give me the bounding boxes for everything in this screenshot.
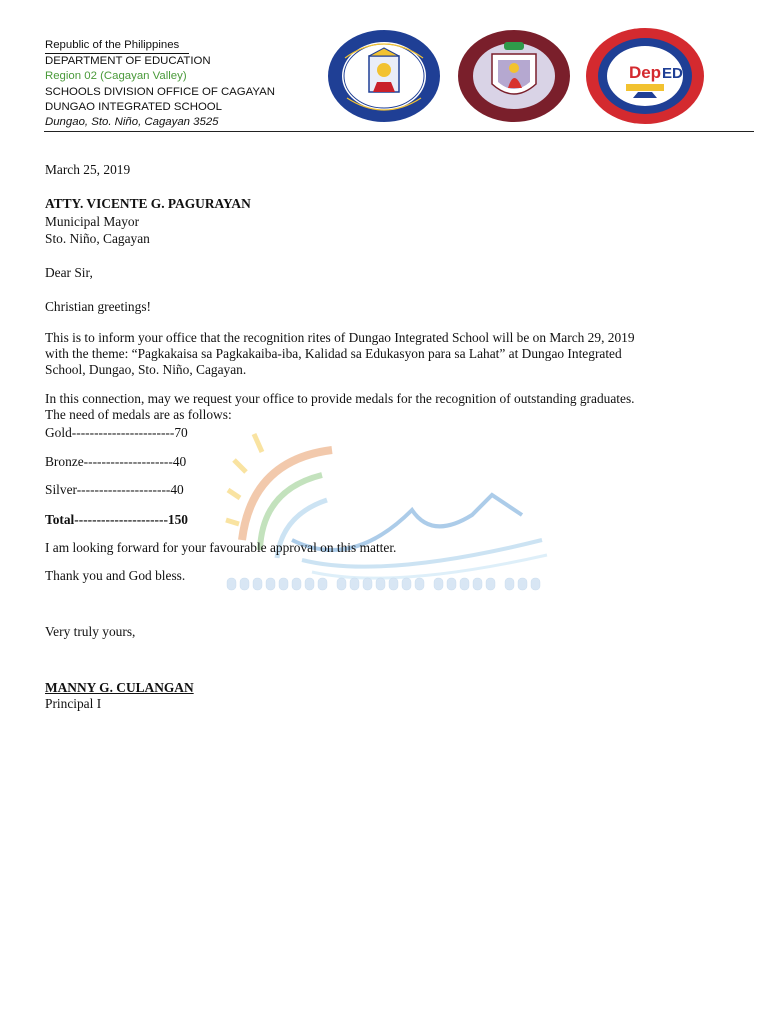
paragraph-2-line-1: In this connection, may we request your office to provide medals for the recognition of outstanding graduates. (45, 391, 635, 406)
letterhead-republic: Republic of the Philippines (45, 38, 189, 54)
division-seal-logo (456, 28, 572, 124)
medal-silver: Silver---------------------40 (45, 482, 184, 497)
letter-date: March 25, 2019 (45, 162, 131, 177)
letterhead-division: SCHOOLS DIVISION OFFICE OF CAGAYAN (45, 85, 275, 98)
medal-total: Total---------------------150 (45, 512, 189, 527)
signatory-name: MANNY G. CULANGAN (45, 680, 194, 695)
recipient-name: ATTY. VICENTE G. PAGURAYAN (45, 196, 251, 211)
letterhead-address: Dungao, Sto. Niño, Cagayan 3525 (45, 116, 219, 129)
recipient-address: Sto. Niño, Cagayan (45, 231, 150, 246)
signatory-title: Principal I (45, 696, 102, 711)
thanks-line: Thank you and God bless. (45, 568, 186, 583)
paragraph-2-line-2: The need of medals are as follows: (45, 407, 232, 422)
closing-paragraph: I am looking forward for your favourable approval on this matter. (45, 540, 397, 555)
letterhead-school: DUNGAO INTEGRATED SCHOOL (45, 100, 222, 113)
letterhead-department: DEPARTMENT OF EDUCATION (45, 55, 211, 68)
svg-text:ED: ED (662, 65, 683, 82)
greeting: Christian greetings! (45, 299, 151, 314)
letterhead (45, 38, 275, 130)
medal-gold: Gold-----------------------70 (45, 425, 188, 440)
paragraph-1-line-1: This is to inform your office that the recognition rites of Dungao Integrated School will be on March 29, 2019 (45, 330, 635, 345)
recipient-title: Municipal Mayor (45, 214, 140, 229)
deped-seal-logo (325, 28, 443, 124)
salutation: Dear Sir, (45, 265, 93, 280)
letterhead-divider (44, 131, 754, 132)
complimentary-close: Very truly yours, (45, 624, 136, 639)
school-seal-logo (584, 26, 706, 126)
letterhead-region: Region 02 (Cagayan Valley) (45, 70, 187, 83)
medal-bronze: Bronze--------------------40 (45, 454, 187, 469)
paragraph-1-line-3: School, Dungao, Sto. Niño, Cagayan. (45, 362, 247, 377)
paragraph-1-line-2: with the theme: “Pagkakaisa sa Pagkakaiba-iba, Kalidad sa Edukasyon para sa Lahat” at Dungao Integrated (45, 346, 622, 361)
svg-text:Dep: Dep (628, 63, 662, 82)
